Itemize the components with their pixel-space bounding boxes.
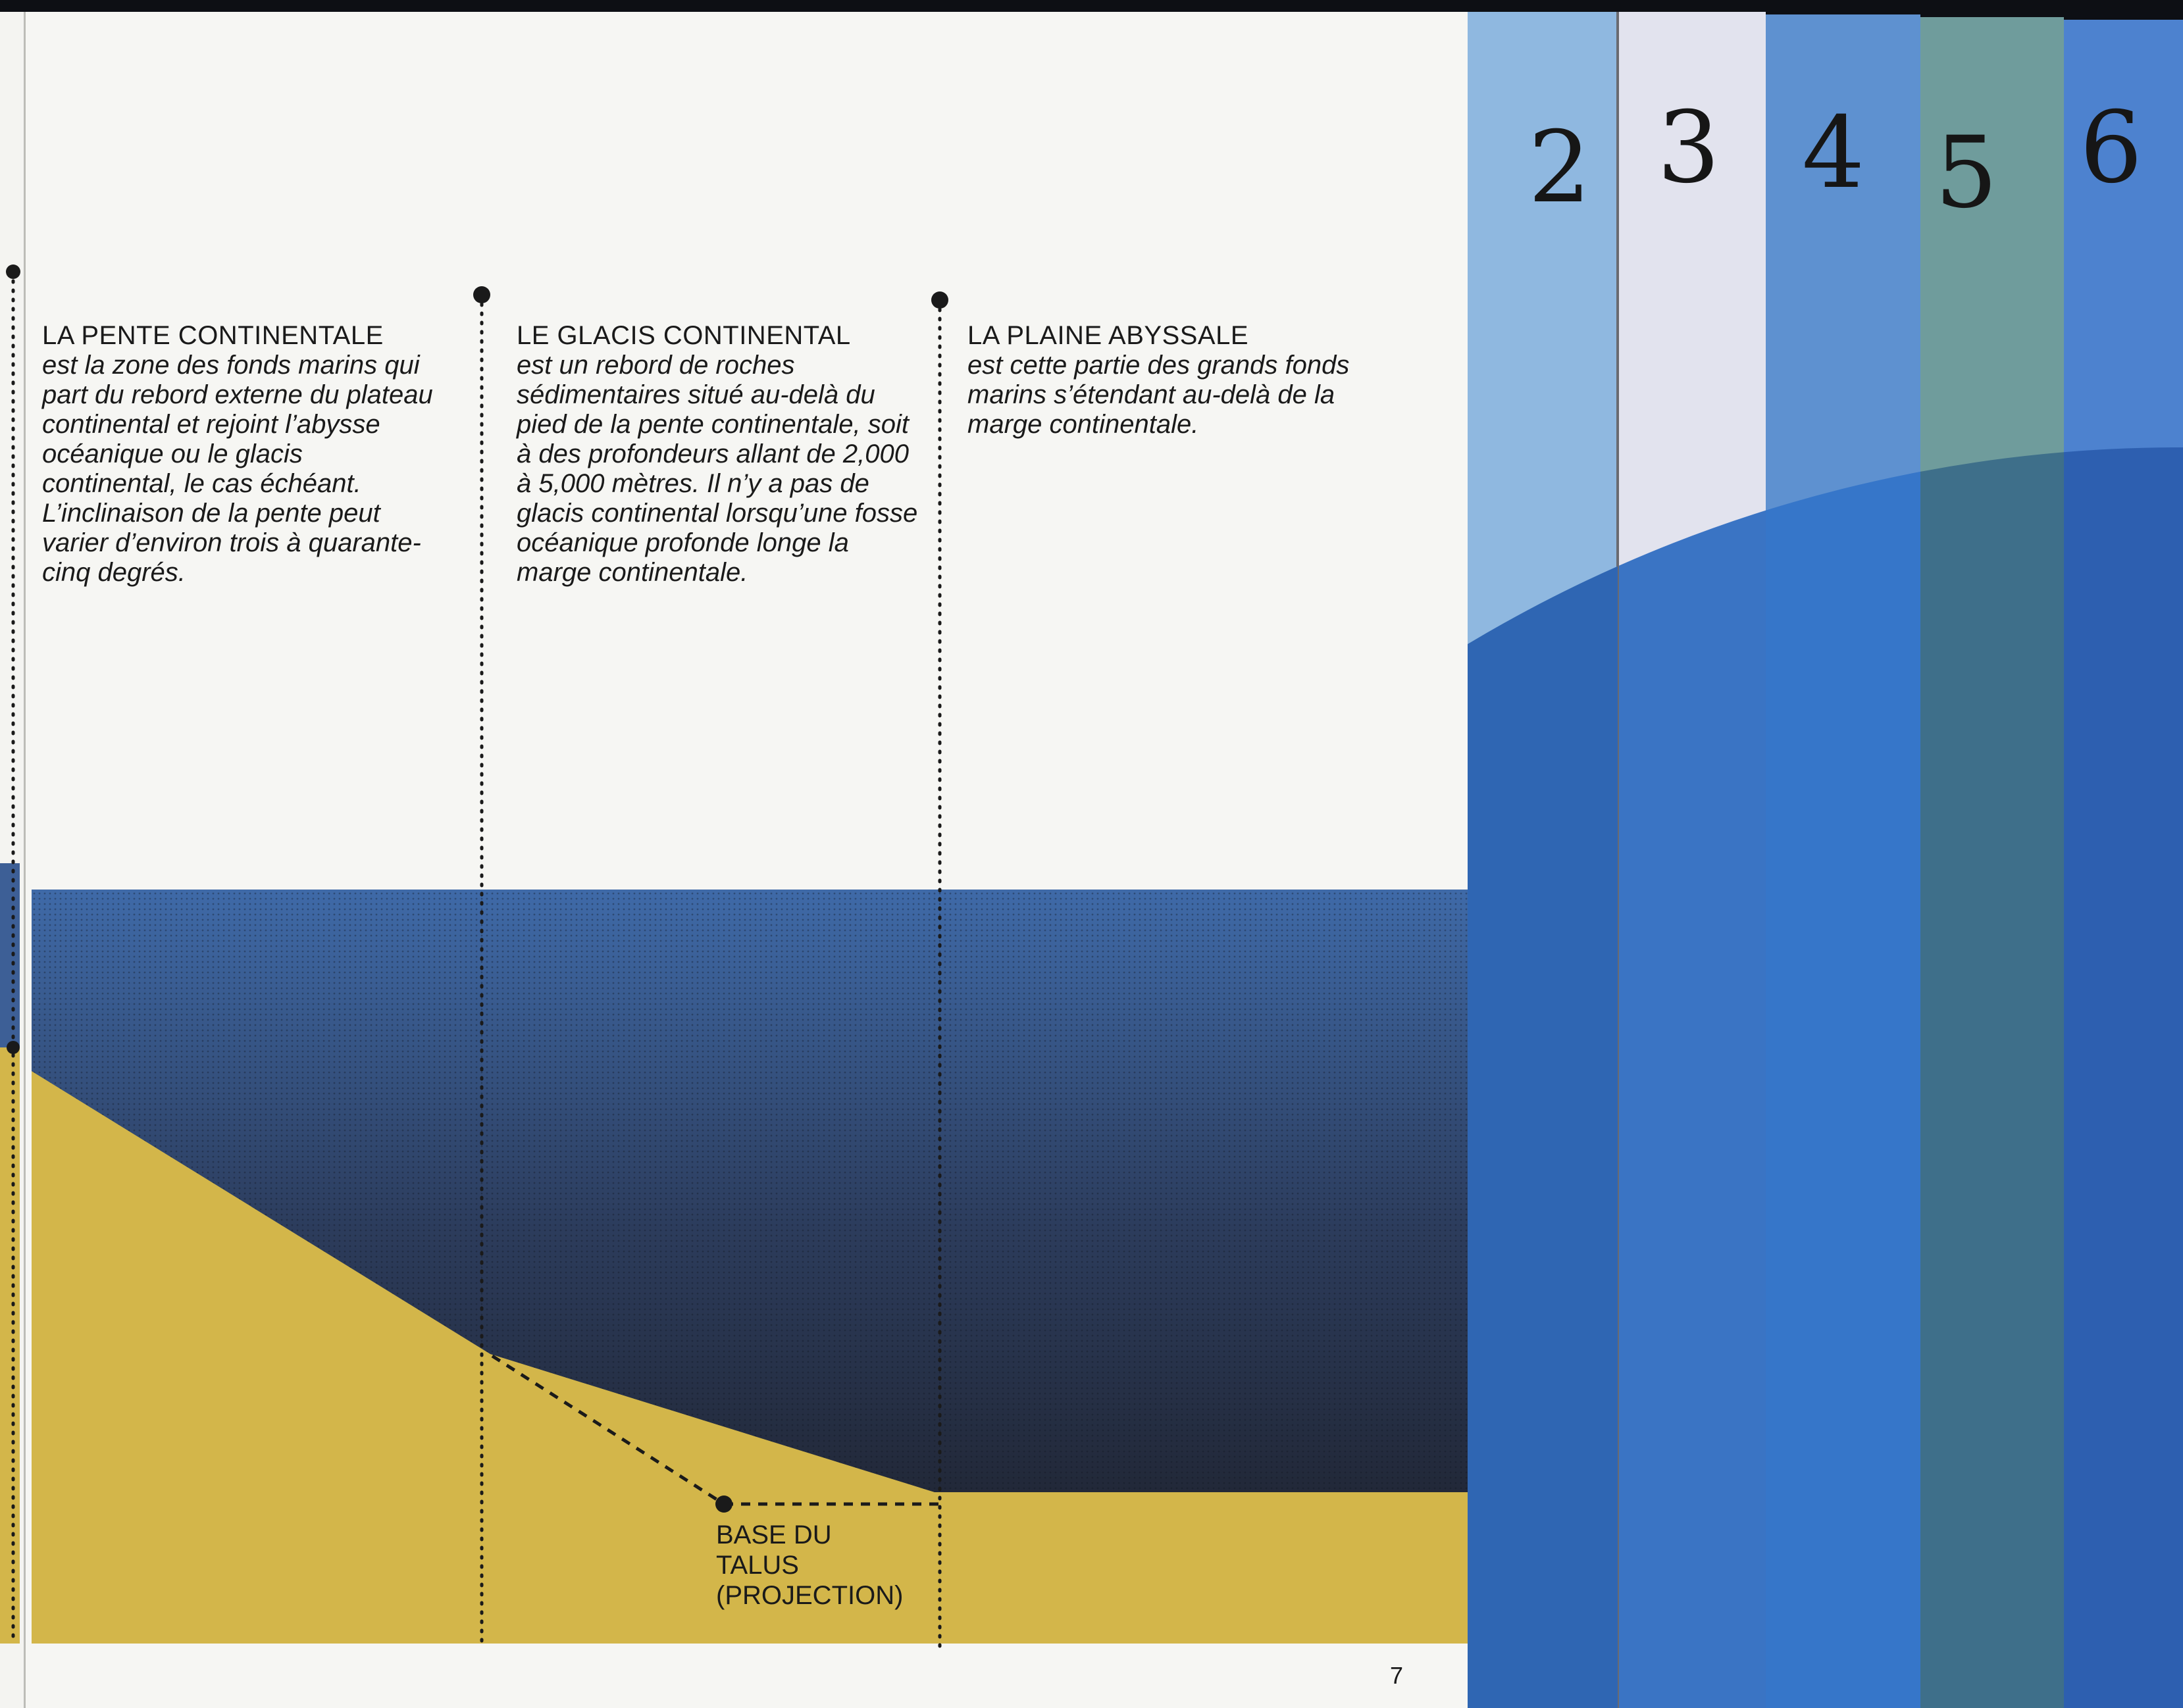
tab-number-5[interactable]: 5 bbox=[1935, 116, 1998, 230]
base-du-talus-label bbox=[716, 1520, 927, 1611]
tab-strips bbox=[1468, 0, 2183, 1708]
section-continental-rise bbox=[517, 321, 918, 588]
section-body: est un rebord de roches sédimentaires situé au-delà du pied de la pente continentale, soit à des profondeurs allant de 2,000 à 5,000 mètres. Il n’y a pas de glacis continental lorsqu’une fosse océanique profonde longe la marge continentale. bbox=[517, 351, 918, 587]
tab-number-3[interactable]: 3 bbox=[1657, 91, 1720, 205]
section-continental-slope bbox=[42, 321, 444, 588]
tab-number-4[interactable]: 4 bbox=[1802, 96, 1865, 211]
booklet-page bbox=[0, 12, 1474, 1708]
section-title: LA PLAINE ABYSSALE bbox=[967, 321, 1249, 350]
base-label-line: (PROJECTION) bbox=[716, 1581, 904, 1610]
base-label-line: TALUS bbox=[716, 1551, 799, 1580]
marker-dot-left-seabed bbox=[7, 1041, 20, 1054]
section-body: est la zone des fonds marins qui part du rebord externe du plateau continental et rejoint l’abysse océanique ou le glacis continental, le cas échéant. L’inclinaison de la pente peut varier d’environ trois à quarante-cinq degrés. bbox=[42, 351, 433, 587]
base-label-line: BASE DU bbox=[716, 1520, 832, 1549]
tab-number-2[interactable]: 2 bbox=[1528, 111, 1591, 225]
marker-dot-1 bbox=[6, 264, 20, 279]
base-du-talus-point bbox=[715, 1495, 732, 1513]
previous-page-sea bbox=[0, 863, 20, 1047]
previous-page-seabed bbox=[0, 1047, 20, 1644]
tab-number-6[interactable]: 6 bbox=[2080, 91, 2143, 205]
section-title: LA PENTE CONTINENTALE bbox=[42, 321, 384, 350]
section-tabs bbox=[1468, 0, 2183, 1708]
section-abyssal-plain bbox=[967, 321, 1382, 440]
marker-dot-2 bbox=[473, 286, 490, 303]
page-number: 7 bbox=[1390, 1662, 1404, 1689]
marker-dot-3 bbox=[931, 291, 948, 309]
section-body: est cette partie des grands fonds marins s’étendant au-delà de la marge continentale. bbox=[967, 351, 1350, 439]
continental-margin-diagram bbox=[0, 12, 1474, 1708]
section-title: LE GLACIS CONTINENTAL bbox=[517, 321, 851, 350]
